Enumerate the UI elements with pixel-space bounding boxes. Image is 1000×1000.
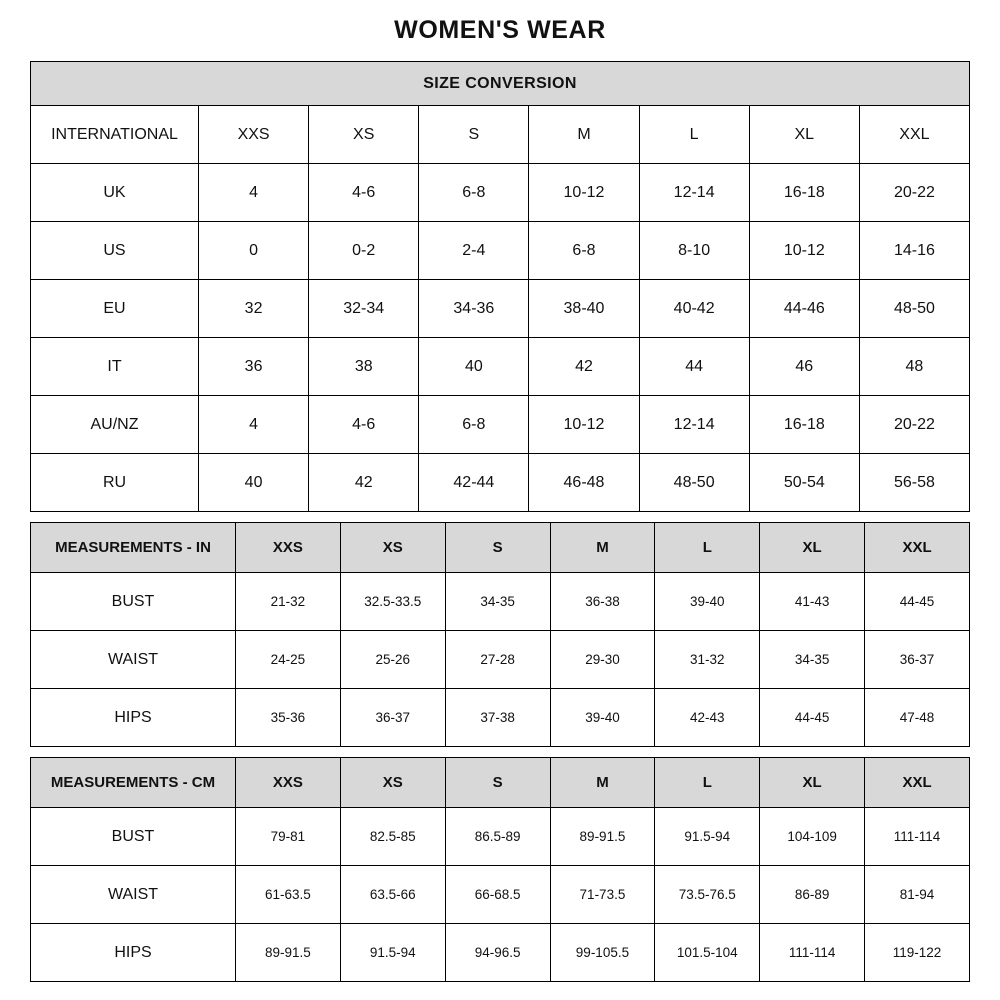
- measurements-in-heading: MEASUREMENTS - IN: [31, 523, 236, 573]
- row-label: IT: [31, 338, 199, 396]
- column-header-m: M: [550, 523, 655, 573]
- size-cell: 36: [199, 338, 309, 396]
- size-cell: 6-8: [419, 164, 529, 222]
- measure-cell: 89-91.5: [550, 808, 655, 866]
- size-cell: 20-22: [859, 396, 969, 454]
- size-conversion-heading: SIZE CONVERSION: [31, 62, 970, 106]
- size-cell: 48-50: [859, 280, 969, 338]
- measure-row-waist: [31, 866, 970, 924]
- column-header-international: INTERNATIONAL: [31, 106, 199, 164]
- measure-cell: 25-26: [340, 631, 445, 689]
- measure-cell: 111-114: [865, 808, 970, 866]
- column-header-l: L: [655, 523, 760, 573]
- measure-cell: 104-109: [760, 808, 865, 866]
- measure-cell: 101.5-104: [655, 924, 760, 982]
- measure-cell: 61-63.5: [236, 866, 341, 924]
- measure-cell: 111-114: [760, 924, 865, 982]
- row-label: RU: [31, 454, 199, 512]
- measurements-cm-table: [30, 757, 970, 982]
- size-row-it: [31, 338, 970, 396]
- measure-cell: 37-38: [445, 689, 550, 747]
- measurements-cm-header-row: [31, 758, 970, 808]
- size-cell: 4-6: [309, 396, 419, 454]
- column-header-xxs: XXS: [199, 106, 309, 164]
- column-header-xs: XS: [340, 758, 445, 808]
- measure-cell: 91.5-94: [655, 808, 760, 866]
- measure-cell: 34-35: [760, 631, 865, 689]
- measure-cell: 89-91.5: [236, 924, 341, 982]
- size-cell: 46: [749, 338, 859, 396]
- measure-row-bust: [31, 808, 970, 866]
- size-cell: 50-54: [749, 454, 859, 512]
- page-title: WOMEN'S WEAR: [394, 16, 606, 44]
- measure-cell: 81-94: [865, 866, 970, 924]
- size-cell: 42: [309, 454, 419, 512]
- column-header-xxl: XXL: [865, 758, 970, 808]
- size-cell: 10-12: [529, 396, 639, 454]
- size-cell: 14-16: [859, 222, 969, 280]
- size-cell: 40: [199, 454, 309, 512]
- size-conversion-table: [30, 61, 970, 512]
- column-header-s: S: [445, 758, 550, 808]
- column-header-xl: XL: [760, 758, 865, 808]
- measure-cell: 86.5-89: [445, 808, 550, 866]
- measure-cell: 27-28: [445, 631, 550, 689]
- size-cell: 10-12: [529, 164, 639, 222]
- measure-cell: 41-43: [760, 573, 865, 631]
- size-cell: 6-8: [529, 222, 639, 280]
- size-cell: 42: [529, 338, 639, 396]
- size-cell: 12-14: [639, 396, 749, 454]
- size-cell: 38: [309, 338, 419, 396]
- row-label: HIPS: [31, 689, 236, 747]
- measure-cell: 32.5-33.5: [340, 573, 445, 631]
- measure-cell: 71-73.5: [550, 866, 655, 924]
- measure-cell: 39-40: [550, 689, 655, 747]
- measure-cell: 39-40: [655, 573, 760, 631]
- row-label: US: [31, 222, 199, 280]
- size-cell: 4: [199, 396, 309, 454]
- measure-cell: 29-30: [550, 631, 655, 689]
- column-header-xs: XS: [340, 523, 445, 573]
- size-cell: 42-44: [419, 454, 529, 512]
- row-label: BUST: [31, 573, 236, 631]
- column-header-l: L: [639, 106, 749, 164]
- measure-cell: 94-96.5: [445, 924, 550, 982]
- column-header-xxl: XXL: [865, 523, 970, 573]
- column-header-xs: XS: [309, 106, 419, 164]
- column-header-xxs: XXS: [236, 758, 341, 808]
- measure-cell: 73.5-76.5: [655, 866, 760, 924]
- size-cell: 56-58: [859, 454, 969, 512]
- measure-cell: 44-45: [865, 573, 970, 631]
- column-header-xl: XL: [749, 106, 859, 164]
- size-cell: 40: [419, 338, 529, 396]
- measure-cell: 21-32: [236, 573, 341, 631]
- measure-cell: 119-122: [865, 924, 970, 982]
- row-label: WAIST: [31, 631, 236, 689]
- size-conversion-title-row: [31, 62, 970, 106]
- column-header-l: L: [655, 758, 760, 808]
- measure-row-waist: [31, 631, 970, 689]
- column-header-m: M: [550, 758, 655, 808]
- measure-row-bust: [31, 573, 970, 631]
- measure-cell: 24-25: [236, 631, 341, 689]
- measurements-in-header-row: [31, 523, 970, 573]
- size-cell: 38-40: [529, 280, 639, 338]
- row-label: WAIST: [31, 866, 236, 924]
- column-header-s: S: [419, 106, 529, 164]
- size-row-aunz: [31, 396, 970, 454]
- measure-cell: 86-89: [760, 866, 865, 924]
- size-cell: 4: [199, 164, 309, 222]
- size-cell: 16-18: [749, 396, 859, 454]
- size-row-ru: [31, 454, 970, 512]
- measurements-in-table: [30, 522, 970, 747]
- row-label: UK: [31, 164, 199, 222]
- size-cell: 20-22: [859, 164, 969, 222]
- measurements-cm-heading: MEASUREMENTS - CM: [31, 758, 236, 808]
- measure-cell: 79-81: [236, 808, 341, 866]
- measure-cell: 42-43: [655, 689, 760, 747]
- column-header-m: M: [529, 106, 639, 164]
- size-cell: 46-48: [529, 454, 639, 512]
- size-cell: 48-50: [639, 454, 749, 512]
- size-cell: 32-34: [309, 280, 419, 338]
- measure-cell: 36-37: [340, 689, 445, 747]
- measure-cell: 35-36: [236, 689, 341, 747]
- size-cell: 44: [639, 338, 749, 396]
- row-label: AU/NZ: [31, 396, 199, 454]
- size-cell: 10-12: [749, 222, 859, 280]
- measure-cell: 36-37: [865, 631, 970, 689]
- measure-cell: 99-105.5: [550, 924, 655, 982]
- column-header-s: S: [445, 523, 550, 573]
- size-conversion-header-row: [31, 106, 970, 164]
- column-header-xxs: XXS: [236, 523, 341, 573]
- measure-cell: 36-38: [550, 573, 655, 631]
- row-label: HIPS: [31, 924, 236, 982]
- size-cell: 6-8: [419, 396, 529, 454]
- measure-cell: 34-35: [445, 573, 550, 631]
- column-header-xxl: XXL: [859, 106, 969, 164]
- size-cell: 48: [859, 338, 969, 396]
- size-cell: 44-46: [749, 280, 859, 338]
- size-cell: 12-14: [639, 164, 749, 222]
- size-cell: 0: [199, 222, 309, 280]
- row-label: BUST: [31, 808, 236, 866]
- size-cell: 4-6: [309, 164, 419, 222]
- measure-cell: 63.5-66: [340, 866, 445, 924]
- size-cell: 8-10: [639, 222, 749, 280]
- size-cell: 0-2: [309, 222, 419, 280]
- measure-row-hips: [31, 924, 970, 982]
- column-header-xl: XL: [760, 523, 865, 573]
- measure-row-hips: [31, 689, 970, 747]
- size-cell: 40-42: [639, 280, 749, 338]
- measure-cell: 91.5-94: [340, 924, 445, 982]
- size-cell: 2-4: [419, 222, 529, 280]
- size-cell: 32: [199, 280, 309, 338]
- size-cell: 16-18: [749, 164, 859, 222]
- size-cell: 34-36: [419, 280, 529, 338]
- measure-cell: 31-32: [655, 631, 760, 689]
- row-label: EU: [31, 280, 199, 338]
- size-row-uk: [31, 164, 970, 222]
- size-row-us: [31, 222, 970, 280]
- measure-cell: 82.5-85: [340, 808, 445, 866]
- measure-cell: 66-68.5: [445, 866, 550, 924]
- size-row-eu: [31, 280, 970, 338]
- measure-cell: 44-45: [760, 689, 865, 747]
- measure-cell: 47-48: [865, 689, 970, 747]
